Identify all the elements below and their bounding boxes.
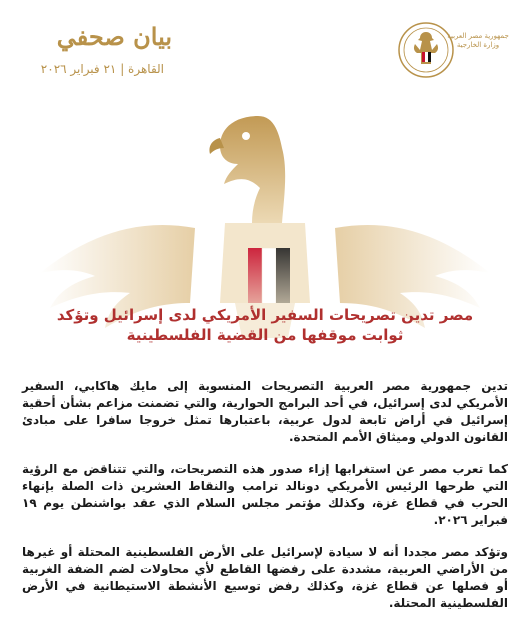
body-paragraph: تدين جمهورية مصر العربية التصريحات المنسوبة إلى مايك هاكابي، السفير الأمريكي لدى إسرائيل، في أحد البرامج الحوارية، والتي تضمنت مزاعم بشأن أحقية إسرائيل في أراض تابعة لدول عربية، باعتبارها تمثل خروجا سافرا على مبادئ القانون الدولي وميثاق الأمم المتحدة. — [22, 379, 508, 444]
dateline: القاهرة | ٢١ فبراير ٢٠٢٦ — [40, 62, 164, 76]
ministry-label — [440, 32, 516, 50]
ministry-line: وزارة الخارجية — [456, 41, 500, 49]
egypt-eagle-emblem-icon — [397, 20, 455, 82]
body-paragraph: كما تعرب مصر عن استغرابها إزاء صدور هذه التصريحات، والتي تتناقض مع الرؤية التي طرحها الرئيس الأمريكي دونالد ترامب والنقاط العشرين ذات الصلة بإنهاء الحرب في قطاع غزة، وكذلك مؤتمر مجلس السلام الذي عقد بواشنطن يوم ١٩ فبراير ٢٠٢٦. — [22, 462, 508, 527]
body-paragraph: وتؤكد مصر مجددا أنه لا سيادة لإسرائيل على الأرض الفلسطينية المحتلة أو غيرها من الأراضي العربية، مشددة على رفضها القاطع لأي محاولات لضم الضفة الغربية أو فصلها عن قطاع غزة، وكذلك رفض توسيع الأنشطة الاستيطانية في الأرض الفلسطينية المحتلة. — [22, 545, 508, 610]
ministry-line: جمهورية مصر العربية — [447, 32, 509, 40]
headline: مصر تدين تصريحات السفير الأمريكي لدى إسرائيل وتؤكد ثوابت موقفها من القضية الفلسطينية — [56, 306, 474, 344]
page-title: بيان صحفي — [56, 22, 172, 51]
eagle-watermark-icon — [20, 98, 510, 398]
